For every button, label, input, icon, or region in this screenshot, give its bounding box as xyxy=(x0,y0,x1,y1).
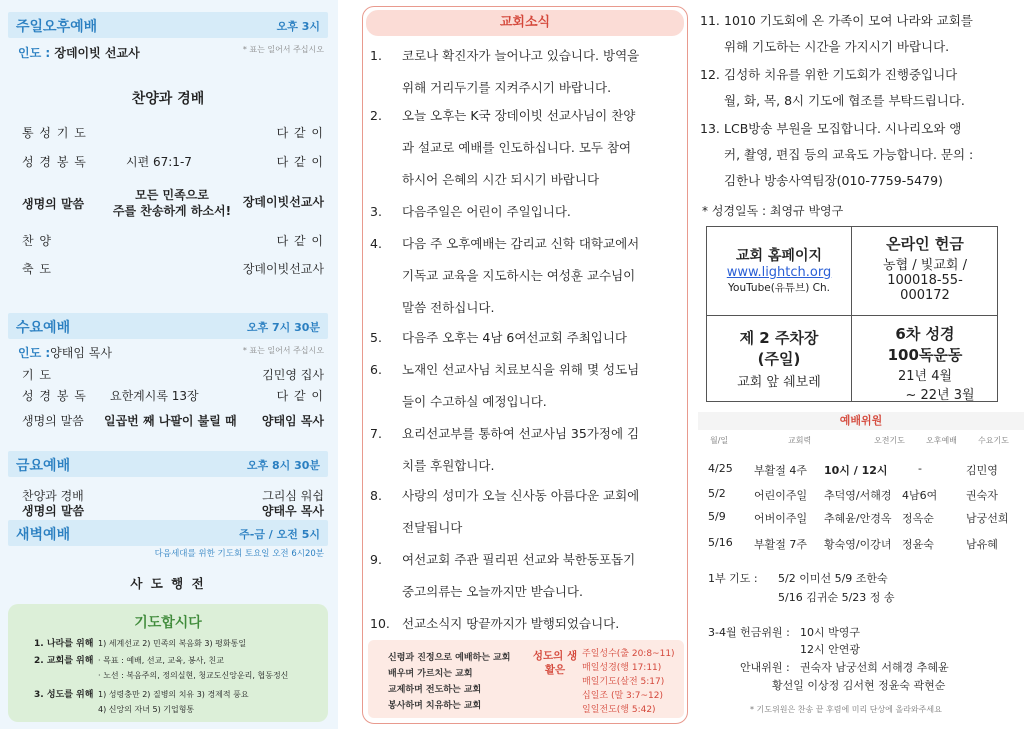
news-item-number: 3. xyxy=(370,204,382,219)
wednesday-worship-header xyxy=(8,313,328,339)
news-item-number: 9. xyxy=(370,552,382,567)
news-item-number: 8. xyxy=(370,488,382,503)
news-item-text xyxy=(724,8,1020,60)
row-person: 장데이빗선교사 xyxy=(242,262,324,276)
table-row xyxy=(698,536,1024,552)
offering-committee-line: 10시 박영구 xyxy=(800,626,860,639)
row-person: 다 같 이 xyxy=(276,389,324,403)
row-label: 찬양과 경배 xyxy=(22,489,84,503)
bible-reading-campaign-cell xyxy=(852,323,998,403)
table-cell: 권숙자 xyxy=(966,489,998,502)
news-item-text xyxy=(724,62,1020,114)
grid-divider xyxy=(707,315,997,316)
prayer-line xyxy=(34,704,194,715)
news-item-line: 치를 후원합니다. xyxy=(402,458,495,473)
news-item-line: 중고의류는 오늘까지만 받습니다. xyxy=(402,584,583,599)
row-label: 찬 양 xyxy=(22,234,52,248)
news-item-line: 월, 화, 목, 8시 기도에 협조를 부탁드립니다. xyxy=(724,93,965,108)
news-item-text xyxy=(402,354,684,418)
table-cell: 추덕영/서해경 xyxy=(824,489,892,502)
news-item-line: 노재인 선교사님 치료보식을 위해 몇 성도님 xyxy=(402,362,640,377)
table-cell: 남유혜 xyxy=(966,538,998,551)
prayer-line xyxy=(34,636,246,649)
motto-right-line: 일일전도(행 5:42) xyxy=(582,705,656,715)
news-item-text xyxy=(402,418,684,482)
church-motto-box xyxy=(368,640,684,718)
row-label: 통 성 기 도 xyxy=(22,126,87,140)
row-person: 김민영 집사 xyxy=(262,368,324,382)
news-item-line: 전달됩니다 xyxy=(402,520,463,535)
news-item-number: 13. xyxy=(700,121,720,136)
news-item-line: 커, 촬영, 편집 등의 교육도 가능합니다. 문의 : xyxy=(724,147,974,162)
parking-title: 제 2 주차장 xyxy=(739,329,819,347)
afternoon-row-benediction xyxy=(18,260,324,278)
news-item-number: 6. xyxy=(370,362,382,377)
friday-worship-header xyxy=(8,451,328,477)
news-item-line: 위해 거리두기를 지켜주시기 바랍니다. xyxy=(402,80,612,95)
news-item-line: 요리선교부를 통하여 선교사님 35가정에 김 xyxy=(402,426,640,441)
campaign-subtitle: 100독운동 xyxy=(887,346,963,364)
youtube-channel: YouTube(유튜브) Ch. xyxy=(728,282,830,294)
sermon-title-line2: 주를 찬송하게 하소서! xyxy=(112,204,232,218)
afternoon-row-sermon xyxy=(18,186,324,220)
table-cell: 추혜윤/안경옥 xyxy=(824,512,892,525)
news-item-line: 여선교회 주관 필리핀 선교와 북한동포돕기 xyxy=(402,552,636,567)
row-label: 축 도 xyxy=(22,262,52,276)
row-label: 생명의 말씀 xyxy=(22,414,84,428)
motto-right-line: 매일성경(행 17:11) xyxy=(582,663,662,673)
row-label: 생명의 말씀 xyxy=(22,504,85,518)
prayer-label: 1. 나라를 위해 xyxy=(34,639,94,649)
offering-committee-label: 3-4월 헌금위원 : xyxy=(708,626,790,639)
news-item-text xyxy=(402,608,684,640)
news-item-number: 1. xyxy=(370,48,382,63)
dawn-sub: 다음세대를 위한 기도회 토요일 오전 6시20분 xyxy=(154,549,324,559)
row-person: 양태임 목사 xyxy=(261,414,324,428)
table-cell: 4남6여 xyxy=(902,489,938,502)
sermon-title-line1: 모든 민족으로 xyxy=(135,188,209,202)
row-person: 양태우 목사 xyxy=(261,504,324,518)
worship-committee-title: 예배위원 xyxy=(698,412,1024,430)
news-item-number: 10. xyxy=(370,616,390,631)
prayer-label: 3. 성도를 위해 xyxy=(34,690,94,700)
table-cell: 5/16 xyxy=(708,536,733,549)
wednesday-row-sermon xyxy=(18,412,324,430)
table-cell: 어린이주일 xyxy=(754,489,808,502)
parking-location: 교회 앞 쉐보레 xyxy=(737,375,821,390)
row-content: 일곱번 째 나팔이 불릴 때 xyxy=(104,414,237,428)
prayer-box xyxy=(8,604,328,722)
online-offering-account: 000172 xyxy=(900,288,950,303)
motto-left-line: 신령과 진정으로 예배하는 교회 xyxy=(388,653,511,663)
dawn-worship-title: 새벽예배 xyxy=(16,527,71,543)
homepage-cell xyxy=(707,245,851,295)
campaign-title: 6차 성경 xyxy=(895,325,955,343)
footer-note: * 기도위원은 찬송 끝 후렴에 미리 단상에 올라와주세요 xyxy=(750,705,942,714)
news-item-line: LCB방송 부원을 모집합니다. 시나리오와 앵 xyxy=(724,121,962,136)
row-person: 다 같 이 xyxy=(276,126,324,140)
right-panel xyxy=(698,0,1024,729)
prayer-line xyxy=(34,687,249,700)
news-item-number: 5. xyxy=(370,330,382,345)
row-label: 생명의 말씀 xyxy=(22,197,85,211)
afternoon-leader-label: 인도 : xyxy=(18,46,51,60)
news-item-number: 12. xyxy=(700,67,720,82)
table-row xyxy=(698,510,1024,526)
prayer-text: · 노선 : 복음주의, 정의실현, 청교도신앙운리, 협동정신 xyxy=(98,671,289,680)
online-offering-title: 온라인 헌금 xyxy=(886,235,964,253)
motto-left-line: 배우며 가르치는 교회 xyxy=(388,669,473,679)
news-item-line: 오늘 오후는 K국 장데이빗 선교사님이 찬양 xyxy=(402,108,636,123)
parking-subtitle: (주일) xyxy=(757,350,801,368)
news-item-line: 코로나 확진자가 늘어나고 있습니다. 방역을 xyxy=(402,48,640,63)
news-item-line: 들이 수고하실 예정입니다. xyxy=(402,394,547,409)
table-row xyxy=(698,462,1024,478)
table-row xyxy=(698,487,1024,503)
news-item-line: 사랑의 성미가 오늘 신사동 아름다운 교회에 xyxy=(402,488,640,503)
afternoon-leader xyxy=(18,44,140,61)
col-header: 교회력 xyxy=(788,436,812,445)
news-title: 교회소식 xyxy=(366,10,684,36)
table-cell: 5/2 xyxy=(708,487,726,500)
news-item-line: 과 설교로 예배를 인도하십니다. 모두 참여 xyxy=(402,140,632,155)
motto-right-line: 매일기도(살전 5:17) xyxy=(582,677,665,687)
news-item-text xyxy=(402,228,684,324)
row-label: 성 경 봉 독 xyxy=(22,389,87,403)
online-offering-cell xyxy=(852,233,998,303)
table-cell: 어버이주일 xyxy=(754,512,808,525)
dawn-worship-time: 주-금 / 오전 5시 xyxy=(239,528,320,541)
afternoon-row-prayer xyxy=(18,124,324,142)
prayer-text: 4) 신앙의 자녀 5) 기업형통 xyxy=(98,705,195,714)
offering-committee-line: 12시 안연광 xyxy=(800,643,860,656)
wednesday-leader-name: 양태임 목사 xyxy=(50,346,112,360)
left-panel xyxy=(0,0,338,729)
friday-worship-title: 금요예배 xyxy=(16,458,71,474)
wednesday-row-scripture xyxy=(18,387,324,405)
afternoon-row-scripture xyxy=(18,153,324,171)
table-cell: 황숙영/이강녀 xyxy=(824,538,892,551)
news-item-text xyxy=(402,480,684,544)
friday-row-sermon xyxy=(18,502,324,520)
campaign-start: 21년 4월 xyxy=(897,369,953,384)
row-person: 다 같 이 xyxy=(276,234,324,248)
news-item-text xyxy=(402,544,684,608)
creed-title: 사 도 행 전 xyxy=(130,576,206,591)
afternoon-worship-title: 주일오후예배 xyxy=(16,19,98,35)
news-item-number: 4. xyxy=(370,236,382,251)
table-cell: 정옥순 xyxy=(902,512,934,525)
prayer-title: 기도합시다 xyxy=(134,615,202,631)
online-offering-bank: 농협 / 빛교회 / xyxy=(883,258,967,273)
news-item-line: 김성하 치유를 위한 기도회가 진행중입니다 xyxy=(724,67,958,82)
wednesday-worship-title: 수요예배 xyxy=(16,320,71,336)
news-item-line: 1010 기도회에 온 가족이 모여 나라와 교회를 xyxy=(724,13,973,28)
motto-head: 성도의 생활은 xyxy=(532,650,578,676)
news-item-number: 11. xyxy=(700,13,720,28)
row-label: 성 경 봉 독 xyxy=(22,155,87,169)
dawn-worship-header xyxy=(8,520,328,546)
news-item-text xyxy=(402,322,684,354)
first-service-prayer-line: 5/16 김귀순 5/23 정 송 xyxy=(778,591,895,604)
campaign-end: ~ 22년 3월 xyxy=(905,388,975,403)
news-item-line: 다음 주 오후예배는 감리교 신학 대학교에서 xyxy=(402,236,640,251)
col-header: 오전기도 xyxy=(874,436,905,445)
table-cell: 10시 / 12시 xyxy=(824,464,888,477)
usher-label: 안내위원 : xyxy=(740,661,790,674)
homepage-title: 교회 홈페이지 xyxy=(735,248,823,264)
motto-left-line: 봉사하며 치유하는 교회 xyxy=(388,701,482,711)
table-cell: 남궁선희 xyxy=(966,512,1009,525)
news-item-line: 위해 기도하는 시간을 가지시기 바랍니다. xyxy=(724,39,950,54)
prayer-line xyxy=(34,670,288,681)
bible-reading: * 성경일독 : 최영규 박영구 xyxy=(702,204,844,218)
news-item-line: 다음주 오후는 4남 6여선교회 주최입니다 xyxy=(402,330,627,345)
wednesday-row-prayer xyxy=(18,366,324,384)
table-cell: 부활절 4주 xyxy=(754,464,807,477)
prayer-text: 1) 성령충만 2) 질병의 치유 3) 경제적 풍요 xyxy=(98,690,249,699)
friday-worship-time: 오후 8시 30분 xyxy=(246,459,320,472)
news-panel xyxy=(354,0,694,729)
table-cell: 정윤숙 xyxy=(902,538,934,551)
afternoon-worship-header xyxy=(8,12,328,38)
wednesday-leader xyxy=(18,344,112,361)
usher-line: 황선일 이상정 김서현 정윤숙 곽현순 xyxy=(772,679,946,692)
news-item-line: 다음주일은 어린이 주일입니다. xyxy=(402,204,571,219)
prayer-text: · 목표 : 예배, 선교, 교육, 봉사, 친교 xyxy=(98,656,224,665)
news-item-text xyxy=(402,196,684,228)
first-service-prayer-line: 5/2 이미선 5/9 조한숙 xyxy=(778,572,888,585)
col-header: 수요기도 xyxy=(978,436,1009,445)
afternoon-row-hymn xyxy=(18,232,324,250)
news-item-line: 말씀 전하십니다. xyxy=(402,300,495,315)
row-person: 그리심 워쉽 xyxy=(262,489,324,503)
row-content: 시편 67:1-7 xyxy=(126,155,192,169)
homepage-link[interactable]: www.lightch.org xyxy=(726,265,832,280)
news-item-line: 선교소식지 땅끝까지가 발행되었습니다. xyxy=(402,616,620,631)
news-item-line: 하시어 은혜의 시간 되시기 바랍니다 xyxy=(402,172,600,187)
afternoon-program-title: 찬양과 경배 xyxy=(131,91,205,107)
motto-left-line: 교제하며 전도하는 교회 xyxy=(388,685,482,695)
prayer-text: 1) 세계선교 2) 민족의 복음화 3) 평화통일 xyxy=(98,639,247,648)
news-item-text xyxy=(402,40,684,104)
info-grid xyxy=(706,226,998,402)
col-header: 월/일 xyxy=(710,436,729,445)
online-offering-account: 100018-55- xyxy=(887,273,963,288)
prayer-line xyxy=(34,653,224,666)
motto-right-line: 주일성수(출 20:8~11) xyxy=(582,649,675,659)
table-cell: 부활절 7주 xyxy=(754,538,807,551)
news-item-number: 7. xyxy=(370,426,382,441)
motto-right-line: 십일조 (말 3:7~12) xyxy=(582,691,663,701)
parking-cell xyxy=(707,327,851,390)
first-service-prayer-label: 1부 기도 : xyxy=(708,572,758,585)
afternoon-note: * 표는 일어서 주십시오 xyxy=(242,45,324,54)
row-person: 다 같 이 xyxy=(276,155,324,169)
wednesday-note: * 표는 일어서 주십시오 xyxy=(242,346,324,355)
afternoon-leader-name: 장데이빗 선교사 xyxy=(54,46,140,60)
row-person: 장데이빗선교사 xyxy=(242,195,324,209)
table-cell: 5/9 xyxy=(708,510,726,523)
row-content: 요한계시록 13장 xyxy=(110,389,199,403)
news-item-text xyxy=(402,100,684,196)
news-item-text xyxy=(724,116,1020,194)
wednesday-leader-label: 인도 : xyxy=(18,346,51,360)
table-cell: 4/25 xyxy=(708,462,733,475)
news-item-line: 김한나 방송사역팀장(010-7759-5479) xyxy=(724,173,943,188)
afternoon-worship-time: 오후 3시 xyxy=(276,20,320,33)
table-cell: - xyxy=(918,462,922,475)
table-cell: 김민영 xyxy=(966,464,998,477)
worship-committee-header xyxy=(698,433,1024,447)
usher-line: 권숙자 남궁선희 서해경 추혜윤 xyxy=(800,661,949,674)
prayer-label: 2. 교회를 위해 xyxy=(34,656,94,666)
wednesday-worship-time: 오후 7시 30분 xyxy=(246,321,320,334)
col-header: 오후예배 xyxy=(926,436,957,445)
news-item-line: 기독교 교육을 지도하시는 여성훈 교수님이 xyxy=(402,268,636,283)
news-item-number: 2. xyxy=(370,108,382,123)
row-label: 기 도 xyxy=(22,368,52,382)
